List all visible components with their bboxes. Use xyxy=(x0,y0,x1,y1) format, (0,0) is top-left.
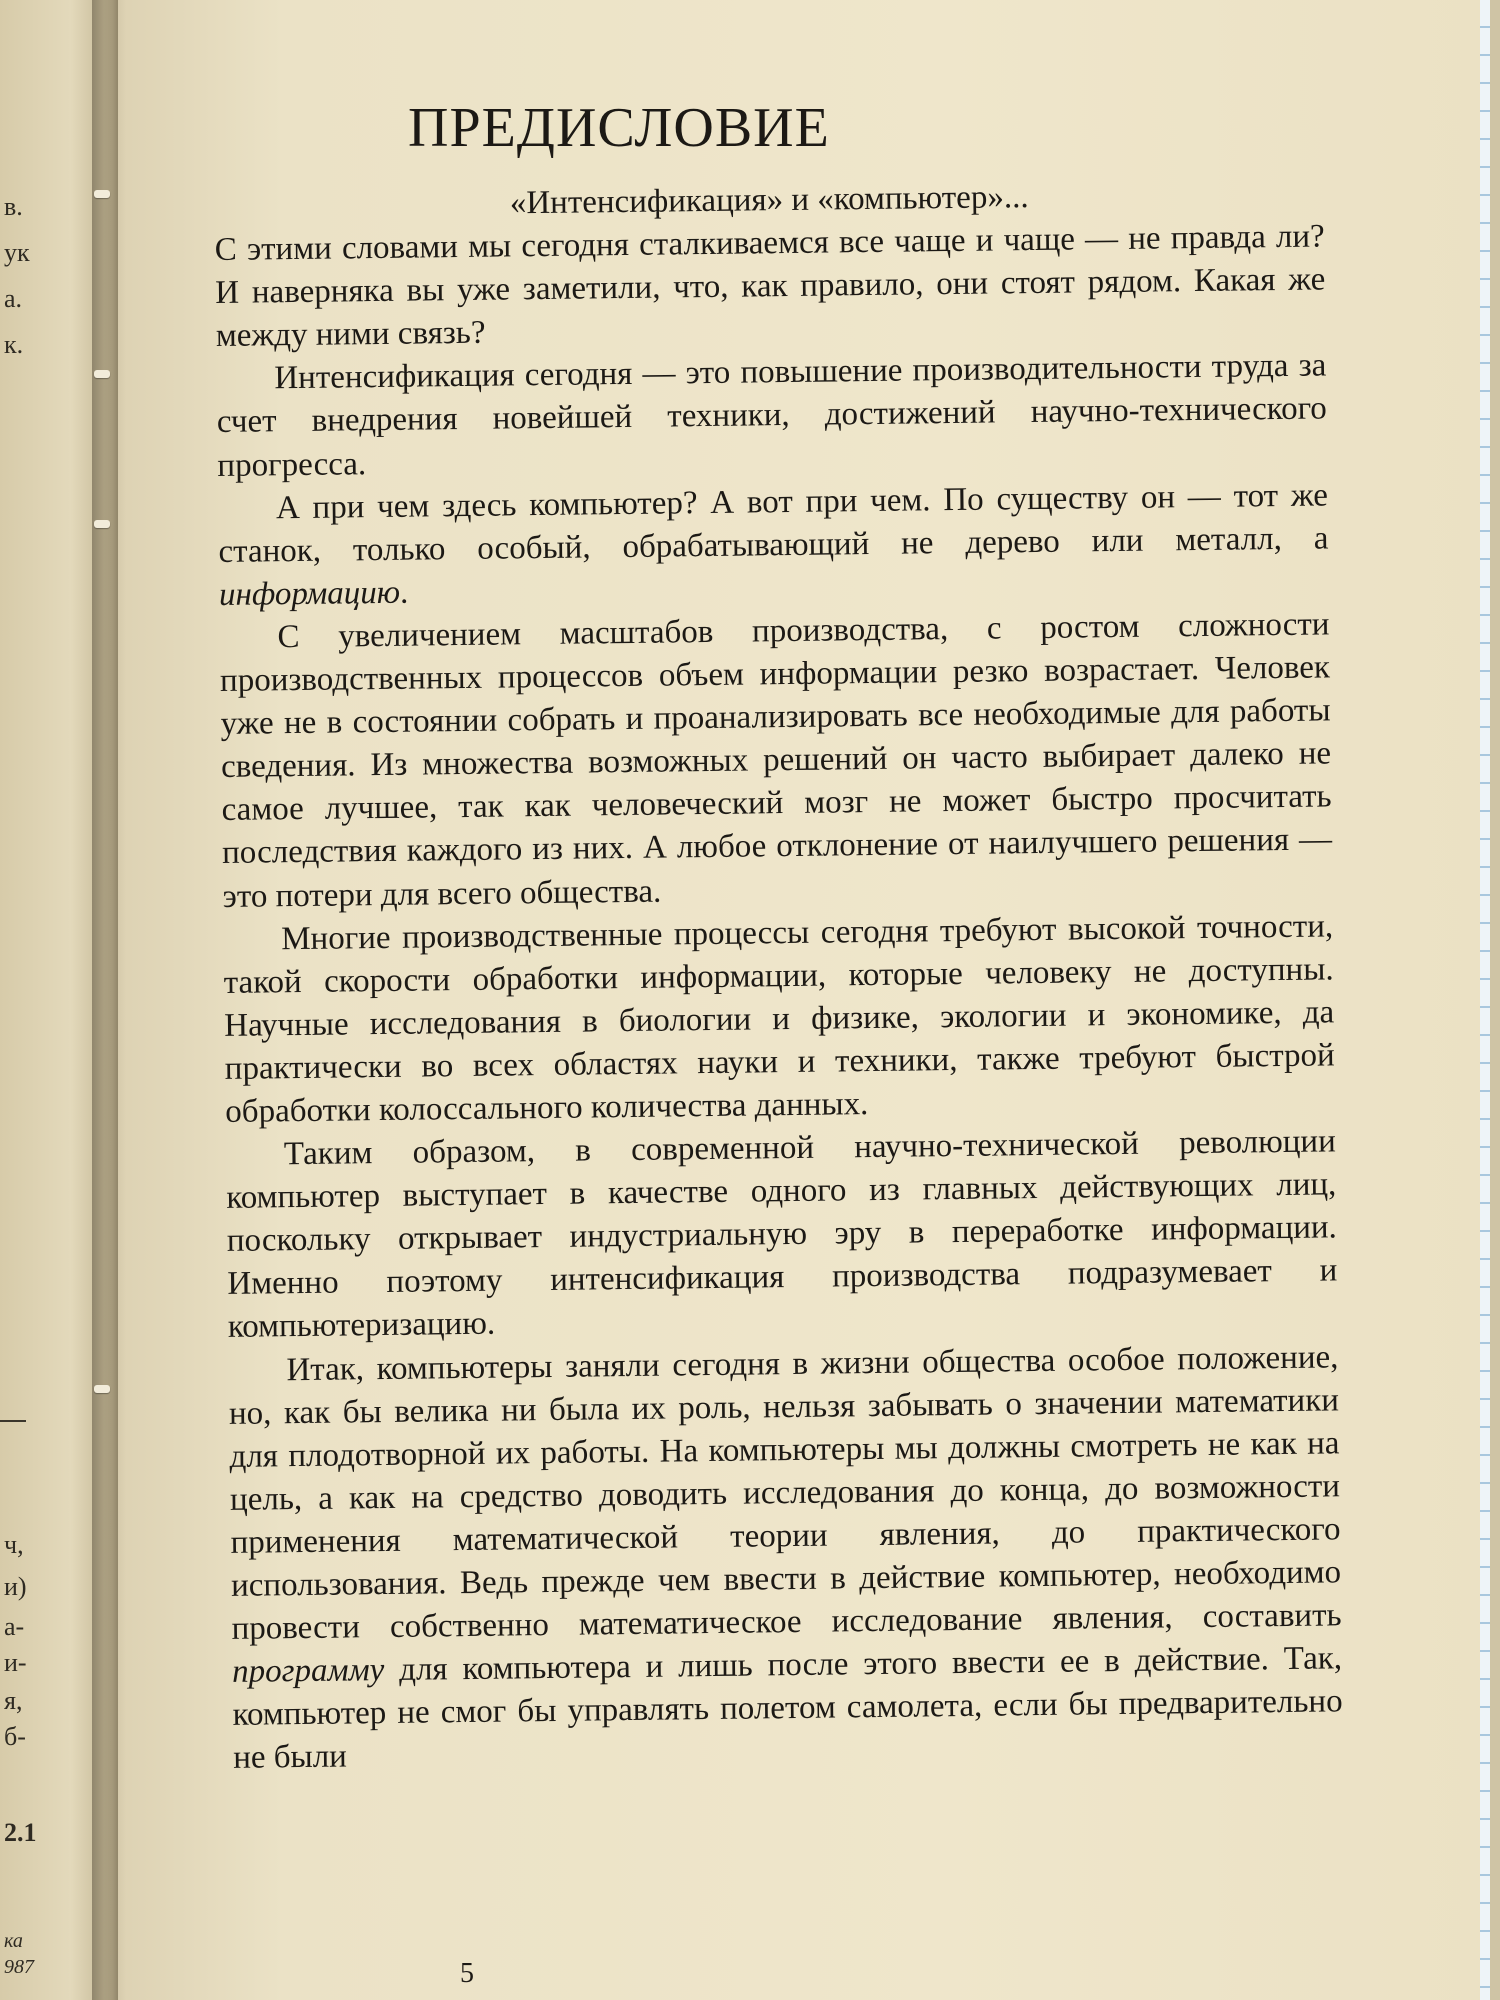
book-page xyxy=(118,0,1490,2000)
left-page-fragment: а. xyxy=(4,284,23,313)
left-page-fragment: в. xyxy=(4,192,23,221)
left-page-fragment: ка xyxy=(4,1930,23,1952)
page-title: ПРЕДИСЛОВИЕ xyxy=(408,97,830,159)
paragraph: Многие производственные процессы сегодня требуют высокой точности, такой скорости обработки информации, которые человеку не доступны. Научные исследования в биологии и физике, экологии и экономике, да практически во всех областях науки и техники, также требуют быстрой обработки колоссального количества данных. xyxy=(223,907,1335,1130)
left-page-fragment: б- xyxy=(4,1722,26,1751)
left-page-fragment: к. xyxy=(4,330,24,359)
paragraph xyxy=(218,474,1329,617)
left-page-rule xyxy=(0,1420,26,1422)
left-page-fragment: я, xyxy=(4,1686,23,1715)
paragraph-text: А при чем здесь компьютер? А вот при чем. По существу он — тот же станок, только особый, обрабатывающий не дерево или металл, а xyxy=(218,477,1329,570)
left-page-fragment: ч, xyxy=(4,1530,24,1559)
paragraph-text: для компьютера и лишь после этого ввести ее в действие. Так, компьютер не смог бы управлять полетом самолета, если бы предварительно не были xyxy=(232,1640,1343,1777)
binding-stitch xyxy=(94,520,110,528)
left-page-fragment: ук xyxy=(4,238,30,267)
left-page-fragment: и) xyxy=(4,1572,27,1601)
left-page-fragment: и- xyxy=(4,1648,27,1677)
emphasis-text: информацию xyxy=(218,574,401,613)
paragraph-text: . xyxy=(399,574,409,611)
epigraph: «Интенсификация» и «компьютер»... xyxy=(509,179,1029,222)
book-gutter xyxy=(92,0,126,2000)
emphasis-text: программу xyxy=(231,1652,385,1691)
paragraph xyxy=(228,1336,1343,1780)
binding-stitch xyxy=(94,190,110,198)
left-page-fragment: 2.1 xyxy=(4,1818,37,1847)
adjacent-notebook-edge xyxy=(1480,0,1490,2000)
page-body xyxy=(214,172,1343,1780)
paragraph: С этими словами мы сегодня сталкиваемся все чаще и чаще — не правда ли? И наверняка вы уже заметили, что, как правило, они стоят рядом. Какая же между ними связь? xyxy=(214,218,1326,355)
binding-stitch xyxy=(94,370,110,378)
paragraph-text: Итак, компьютеры заняли сегодня в жизни общества особое положение, но, как бы велика ни была их роль, нельзя забывать о значении математики для плодотворной их работы. На компьютеры мы должны смотреть не как на цель, а как на средство доводить исследования до конца, до возможности применения математической теории явления, до практического использования. Ведь прежде чем ввести в действие компьютер, необходимо провести собственно математическое исследование явления, составить xyxy=(228,1338,1342,1647)
left-page-fragment: 987 xyxy=(4,1956,34,1978)
binding-stitch xyxy=(94,1385,110,1393)
left-page-fragment: а- xyxy=(4,1612,25,1641)
page-number: 5 xyxy=(460,1958,474,1989)
paragraph: Интенсификация сегодня — это повышение производительности труда за счет внедрения новейшей техники, достижений научно-технического прогресса. xyxy=(216,347,1328,484)
paragraph: С увеличением масштабов производства, с ростом сложности производственных процессов объем информации резко возрастает. Человек уже не в состоянии собрать и проанализировать все необходимые для работы сведения. Из множества возможных решений он часто выбирает далеко не самое лучшее, так как человеческий мозг не может быстро просчитать последствия каждого из них. А любое отклонение от наилучшего решения — это потери для всего общества. xyxy=(219,606,1333,915)
paragraph: Таким образом, в современной научно-технической революции компьютер выступает в качестве одного из главных действующих лиц, поскольку открывает индустриальную эру в переработке информации. Именно поэтому интенсификация производства подразумевает и компьютеризацию. xyxy=(226,1123,1338,1346)
